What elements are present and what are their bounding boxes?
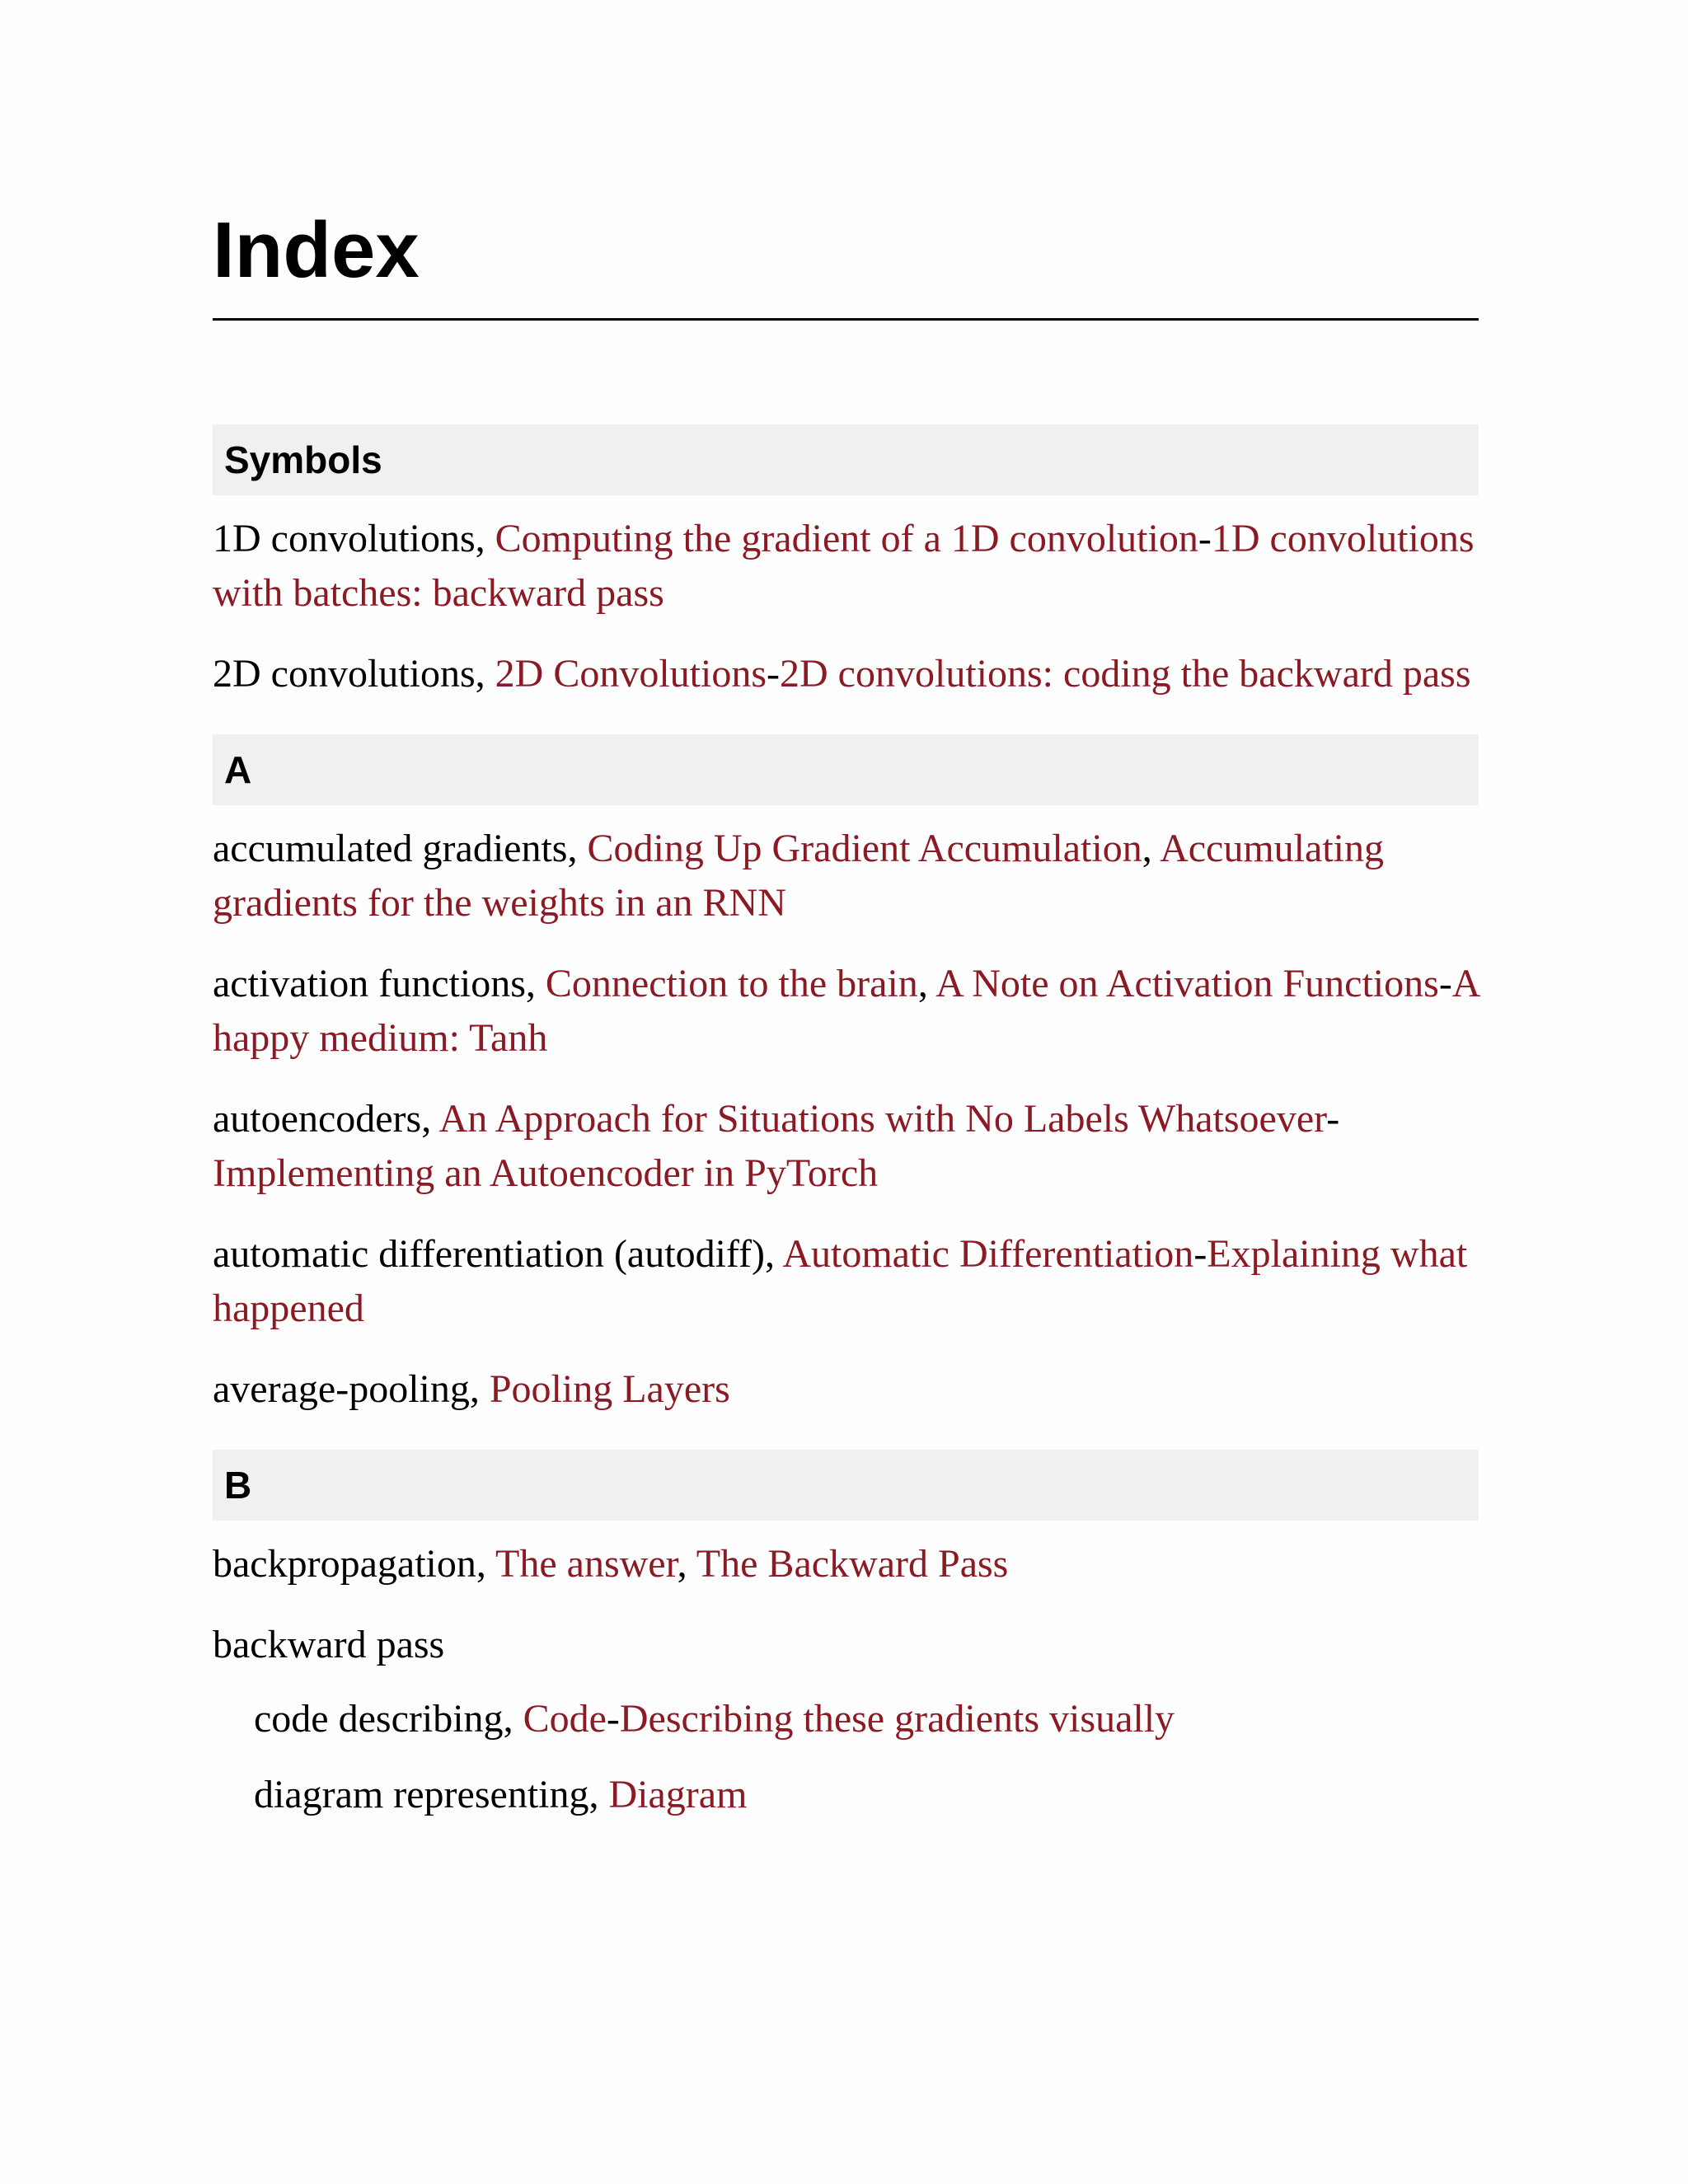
entry-term: backpropagation bbox=[213, 1542, 476, 1586]
index-entry-automatic-differentiation: automatic differentiation (autodiff), Automatic Differentiation-Explaining what happened bbox=[213, 1232, 1468, 1330]
index-entry-autoencoders: autoencoders, An Approach for Situations with No Labels Whatsoever-Implementing an Autoencoder in PyTorch bbox=[213, 1097, 1340, 1195]
entry-link[interactable]: A happy medium: Tanh bbox=[213, 962, 1479, 1060]
entry-term: autoencoders bbox=[213, 1097, 422, 1141]
entry-term: code describing bbox=[254, 1697, 504, 1741]
section-header-b: B bbox=[213, 1450, 1479, 1521]
entry-link[interactable]: 2D Convolutions bbox=[495, 652, 767, 696]
entry-link[interactable]: Implementing an Autoencoder in PyTorch bbox=[213, 1151, 879, 1195]
entry-term: diagram representing bbox=[254, 1773, 589, 1816]
section-header-symbols: Symbols bbox=[213, 424, 1479, 495]
index-content bbox=[213, 424, 1479, 1844]
index-entry-accumulated-gradients: accumulated gradients, Coding Up Gradient Accumulation, Accumulating gradients for the weights in an RNN bbox=[213, 827, 1384, 925]
entry-link[interactable]: Automatic Differentiation bbox=[782, 1232, 1194, 1276]
entry-separator: , bbox=[917, 962, 936, 1005]
entry-term: backward pass bbox=[213, 1623, 445, 1666]
index-entry-average-pooling: average-pooling, Pooling Layers bbox=[213, 1367, 730, 1411]
index-entry-backpropagation: backpropagation, The answer, The Backward Pass bbox=[213, 1542, 1009, 1586]
page-title: Index bbox=[213, 206, 420, 294]
entry-separator: - bbox=[1198, 517, 1212, 560]
entry-term: 1D convolutions bbox=[213, 517, 476, 560]
index-subentry-code-describing: code describing, Code-Describing these gradients visually bbox=[254, 1697, 1175, 1741]
index-subentry-diagram-representing: diagram representing, Diagram bbox=[254, 1773, 748, 1816]
entry-link[interactable]: Connection to the brain bbox=[545, 962, 918, 1005]
index-entry-2d-convolutions: 2D convolutions, 2D Convolutions-2D convolutions: coding the backward pass bbox=[213, 652, 1471, 696]
section-header-a: A bbox=[213, 734, 1479, 805]
entry-link[interactable]: A Note on Activation Functions bbox=[935, 962, 1439, 1005]
entry-link[interactable]: Explaining what happened bbox=[213, 1232, 1468, 1330]
entry-link[interactable]: 2D convolutions: coding the backward pass bbox=[780, 652, 1471, 696]
entry-separator: - bbox=[1193, 1232, 1207, 1276]
entry-separator: - bbox=[767, 652, 781, 696]
entry-term: average-pooling bbox=[213, 1367, 470, 1411]
index-entry-1d-convolutions: 1D convolutions, Computing the gradient of a 1D convolution-1D convolutions with batches: backward pass bbox=[213, 517, 1475, 615]
entry-link[interactable]: An Approach for Situations with No Labels Whatsoever bbox=[438, 1097, 1327, 1141]
entry-link[interactable]: Diagram bbox=[608, 1773, 748, 1816]
index-entry-backward-pass bbox=[213, 1618, 1479, 1672]
entry-separator: , bbox=[1142, 827, 1160, 870]
entry-term: automatic differentiation (autodiff) bbox=[213, 1232, 765, 1276]
entry-link[interactable]: The Backward Pass bbox=[696, 1542, 1009, 1586]
entry-term: activation functions bbox=[213, 962, 526, 1005]
entry-term: accumulated gradients bbox=[213, 827, 568, 870]
index-entry-activation-functions: activation functions, Connection to the brain, A Note on Activation Functions-A happy medium: Tanh bbox=[213, 962, 1479, 1060]
entry-link[interactable]: Describing these gradients visually bbox=[619, 1697, 1175, 1741]
entry-link[interactable]: Coding Up Gradient Accumulation bbox=[587, 827, 1142, 870]
entry-separator: , bbox=[677, 1542, 696, 1586]
entry-term: 2D convolutions bbox=[213, 652, 476, 696]
entry-link[interactable]: 1D convolutions with batches: backward pass bbox=[213, 517, 1475, 615]
entry-link[interactable]: Pooling Layers bbox=[489, 1367, 730, 1411]
entry-link[interactable]: Code bbox=[523, 1697, 607, 1741]
entry-separator: - bbox=[606, 1697, 620, 1741]
title-divider bbox=[213, 318, 1479, 321]
entry-link[interactable]: Accumulating gradients for the weights in an RNN bbox=[213, 827, 1384, 925]
entry-link[interactable]: The answer bbox=[495, 1542, 678, 1586]
entry-separator: - bbox=[1438, 962, 1452, 1005]
entry-link[interactable]: Computing the gradient of a 1D convolution bbox=[495, 517, 1198, 560]
entry-separator: - bbox=[1326, 1097, 1340, 1141]
